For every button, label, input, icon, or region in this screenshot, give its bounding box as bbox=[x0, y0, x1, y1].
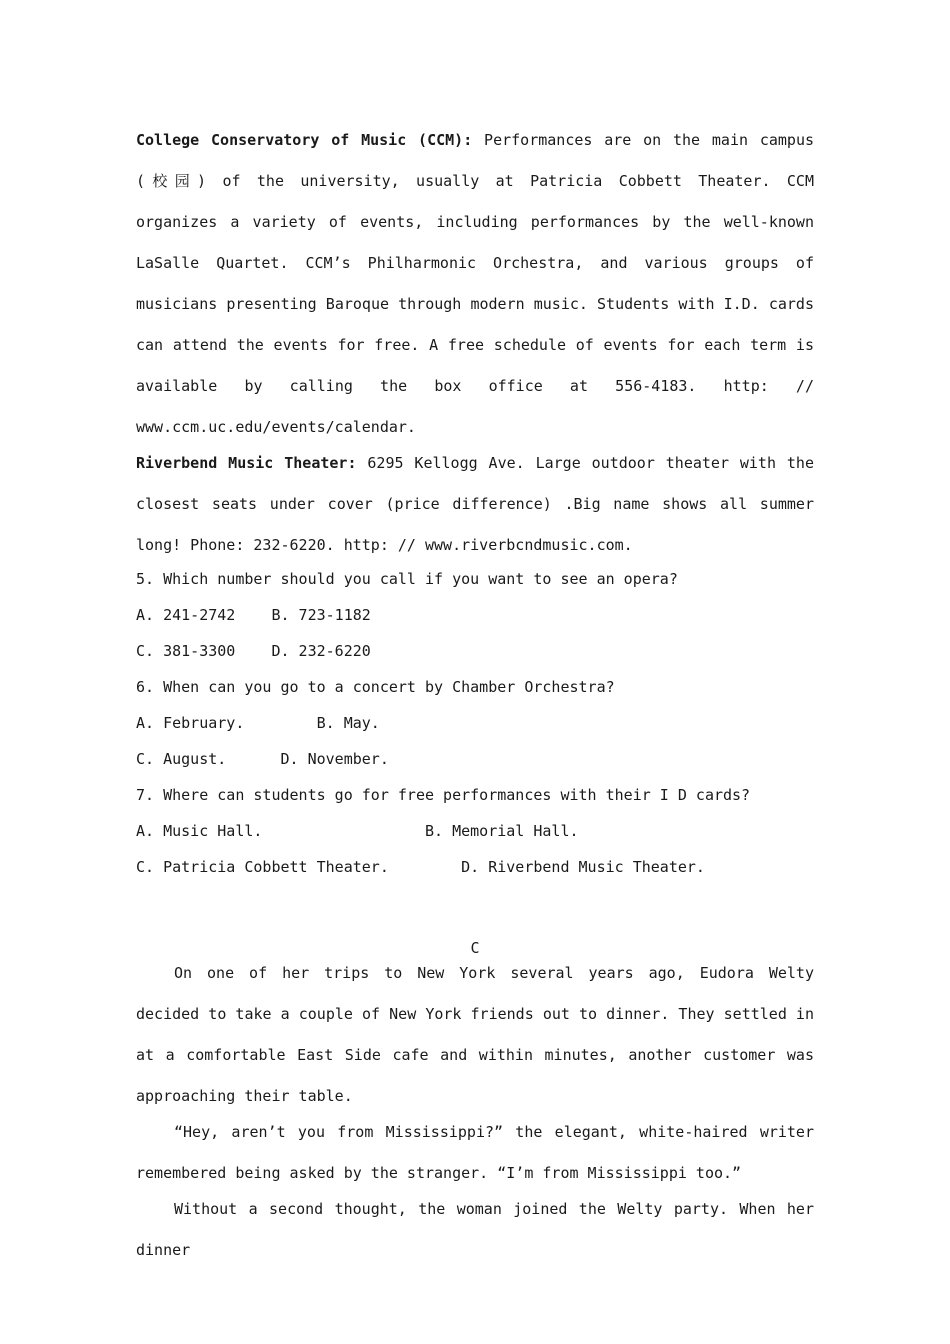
ccm-text: Performances are on the main campus (校园) of the university, usually at Patricia Cobbett Theater. CCM organizes a variety of events, including performances by the well-known LaSalle Quartet. CCM’s Philharmonic Orchestra, and various groups of musicians presenting Baroque through modern music. Students with I.D. cards can attend the events for free. A free schedule of events for each term is available by calling the box office at 556-4183. http: // www.ccm.uc.edu/events/calendar. bbox=[136, 131, 815, 436]
question-5-options-cd: C. 381-3300 D. 232-6220 bbox=[136, 642, 371, 660]
question-7-options-ab: A. Music Hall. B. Memorial Hall. bbox=[136, 822, 579, 840]
question-7-options-cd: C. Patricia Cobbett Theater. D. Riverbend Music Theater. bbox=[136, 858, 705, 876]
ccm-label: College Conservatory of Music (CCM): bbox=[136, 131, 473, 149]
riverbend-label: Riverbend Music Theater: bbox=[136, 454, 357, 472]
riverbend-text: 6295 Kellogg Ave. Large outdoor theater with the closest seats under cover (price difference) .Big name shows all summer long! Phone: 232-6220. http: // www.riverbcndmusic.com. bbox=[136, 454, 814, 554]
section-c-paragraph-1: On one of her trips to New York several years ago, Eudora Welty decided to take a couple of New York friends out to dinner. They settled in at a comfortable East Side cafe and within minutes, another customer was approaching their table. bbox=[136, 964, 814, 1105]
section-c-paragraph-2: “Hey, aren’t you from Mississippi?” the elegant, white-haired writer remembered being asked by the stranger. “I’m from Mississippi too.” bbox=[136, 1123, 814, 1182]
question-7: 7. Where can students go for free performances with their I D cards? bbox=[136, 786, 751, 804]
question-5-options-ab: A. 241-2742 B. 723-1182 bbox=[136, 606, 371, 624]
section-c-paragraph-3: Without a second thought, the woman joined the Welty party. When her dinner bbox=[136, 1200, 814, 1259]
question-6-options-cd: C. August. D. November. bbox=[136, 750, 389, 768]
question-6-options-ab: A. February. B. May. bbox=[136, 714, 380, 732]
questions-block bbox=[136, 561, 814, 885]
section-gap bbox=[136, 885, 814, 935]
question-5: 5. Which number should you call if you want to see an opera? bbox=[136, 570, 678, 588]
document-page bbox=[136, 120, 814, 1271]
question-6: 6. When can you go to a concert by Chamber Orchestra? bbox=[136, 678, 615, 696]
ccm-paragraph bbox=[136, 120, 814, 448]
section-c-heading: C bbox=[470, 939, 480, 957]
riverbend-paragraph bbox=[136, 443, 814, 566]
